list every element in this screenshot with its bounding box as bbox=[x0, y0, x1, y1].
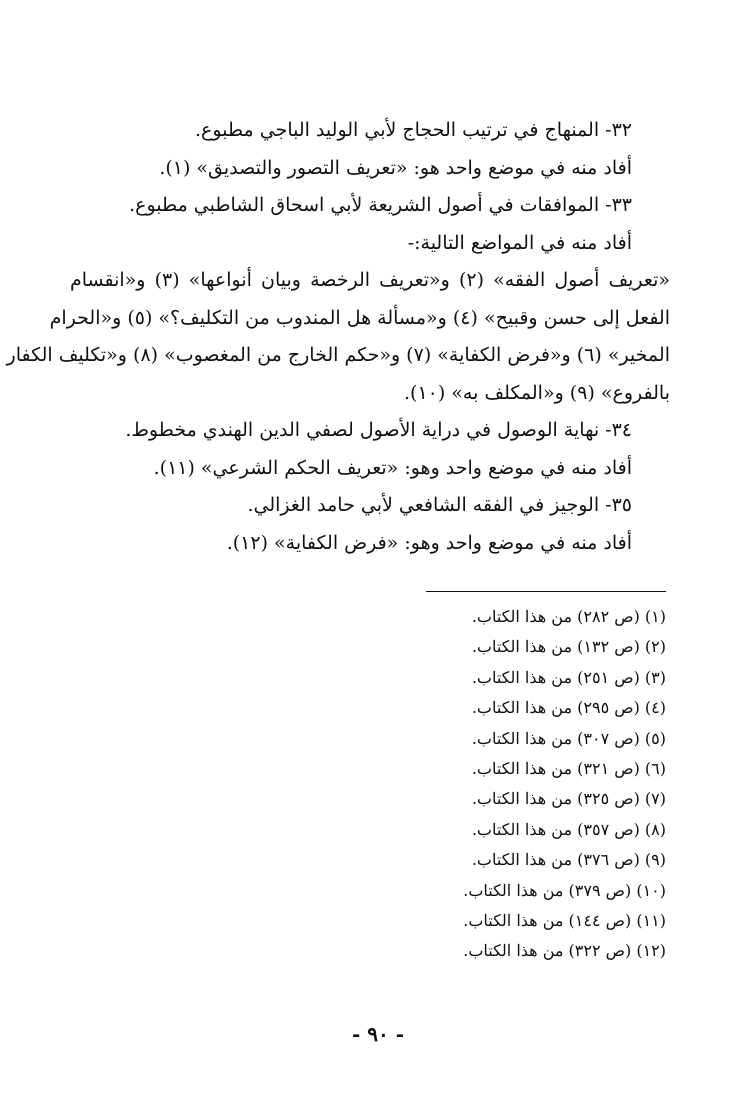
footnote: (٦) (ص ٣٢١) من هذا الكتاب. bbox=[471, 758, 666, 778]
footnote: (٨) (ص ٣٥٧) من هذا الكتاب. bbox=[471, 819, 666, 839]
entry-33-detail: أفاد منه في المواضع التالية:- bbox=[407, 231, 632, 254]
footnotes bbox=[300, 602, 666, 967]
entry-34-title: ٣٤- نهاية الوصول في دراية الأصول لصفي الدين الهندي مخطوط. bbox=[125, 419, 632, 441]
entry-33-topics-line-3: المخير» (٦) و«فرض الكفاية» (٧) و«حكم الخارج من المغصوب» (٨) و«تكليف الكفار bbox=[6, 344, 670, 366]
entry-35-title: ٣٥- الوجيز في الفقه الشافعي لأبي حامد الغزالي. bbox=[247, 494, 632, 516]
entry-32-title: ٣٢- المنهاج في ترتيب الحجاج لأبي الوليد الباجي مطبوع. bbox=[195, 119, 632, 141]
footnote: (٧) (ص ٣٢٥) من هذا الكتاب. bbox=[471, 789, 666, 809]
entry-33-topics-line-1: «تعريف أصول الفقه» (٢) و«تعريف الرخصة وبيان أنواعها» (٣) و«انقسام bbox=[70, 269, 670, 291]
entry-35-detail: أفاد منه في موضع واحد وهو: «فرض الكفاية» (١٢). bbox=[226, 531, 632, 554]
footnote-separator bbox=[426, 591, 666, 592]
footnote: (٣) (ص ٢٥١) من هذا الكتاب. bbox=[471, 667, 666, 687]
entry-33-topics-line-4: بالفروع» (٩) و«المكلف به» (١٠). bbox=[403, 381, 670, 404]
entry-33-title: ٣٣- الموافقات في أصول الشريعة لأبي اسحاق الشاطبي مطبوع. bbox=[129, 194, 632, 216]
footnote: (٤) (ص ٢٩٥) من هذا الكتاب. bbox=[471, 698, 666, 718]
footnote: (١٠) (ص ٣٧٩) من هذا الكتاب. bbox=[463, 880, 666, 900]
entry-32-detail: أفاد منه في موضع واحد هو: «تعريف التصور والتصديق» (١). bbox=[159, 156, 632, 179]
page-number: - ٩٠ - bbox=[351, 1022, 404, 1046]
footnote: (١١) (ص ١٤٤) من هذا الكتاب. bbox=[463, 910, 666, 930]
entry-34-detail: أفاد منه في موضع واحد وهو: «تعريف الحكم الشرعي» (١١). bbox=[153, 456, 632, 479]
footnote: (٢) (ص ١٣٢) من هذا الكتاب. bbox=[471, 637, 666, 657]
main-text bbox=[6, 112, 670, 562]
entry-33-topics-line-2: الفعل إلى حسن وقبيح» (٤) و«مسألة هل المندوب من التكليف؟» (٥) و«الحرام bbox=[49, 306, 670, 329]
footnote: (٩) (ص ٣٧٦) من هذا الكتاب. bbox=[471, 850, 666, 870]
footnote: (٥) (ص ٣٠٧) من هذا الكتاب. bbox=[471, 728, 666, 748]
footnote: (١) (ص ٢٨٢) من هذا الكتاب. bbox=[471, 607, 666, 626]
footnote: (١٢) (ص ٣٢٢) من هذا الكتاب. bbox=[463, 941, 666, 961]
